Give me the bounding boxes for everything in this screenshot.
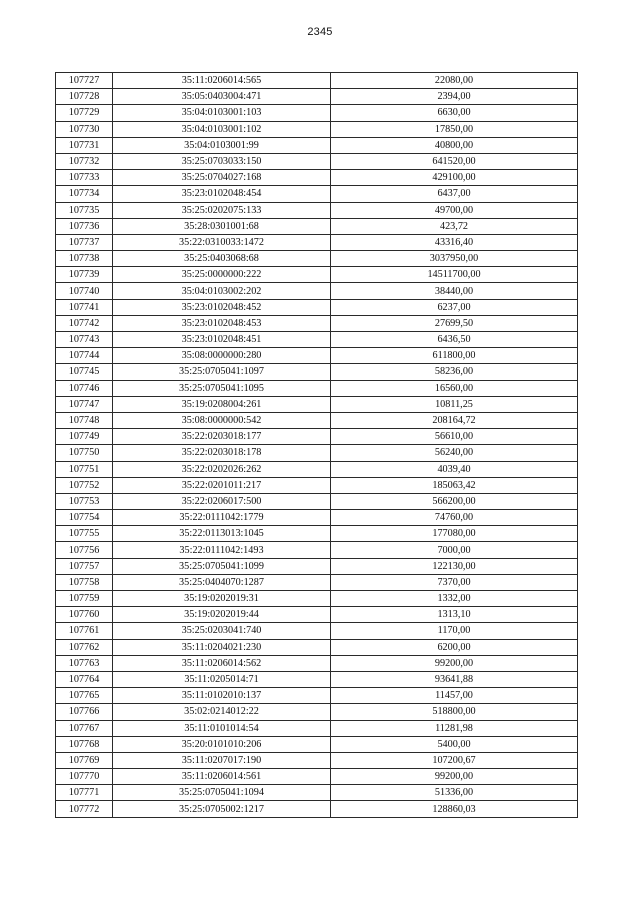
row-number-cell: 107755 [56,526,113,542]
table-row [56,477,578,493]
cadastral-value-cell: 107200,67 [331,752,578,768]
row-number-cell: 107751 [56,461,113,477]
row-number-cell: 107753 [56,493,113,509]
table-row [56,591,578,607]
cadastral-value-cell: 2394,00 [331,89,578,105]
cadastral-number-cell: 35:25:0705041:1095 [113,380,331,396]
cadastral-value-cell: 7000,00 [331,542,578,558]
cadastral-number-cell: 35:19:0202019:44 [113,607,331,623]
cadastral-value-cell: 10811,25 [331,396,578,412]
cadastral-value-cell: 6200,00 [331,639,578,655]
cadastral-value-cell: 6630,00 [331,105,578,121]
row-number-cell: 107772 [56,801,113,817]
cadastral-value-cell: 49700,00 [331,202,578,218]
cadastral-value-cell: 3037950,00 [331,251,578,267]
table-row [56,526,578,542]
cadastral-number-cell: 35:23:0102048:454 [113,186,331,202]
table-row [56,542,578,558]
cadastral-value-cell: 99200,00 [331,655,578,671]
cadastral-number-cell: 35:22:0111042:1779 [113,510,331,526]
cadastral-value-cell: 14511700,00 [331,267,578,283]
cadastral-number-cell: 35:02:0214012:22 [113,704,331,720]
cadastral-value-cell: 40800,00 [331,137,578,153]
cadastral-value-cell: 208164,72 [331,412,578,428]
cadastral-number-cell: 35:11:0207017:190 [113,752,331,768]
row-number-cell: 107731 [56,137,113,153]
cadastral-number-cell: 35:23:0102048:452 [113,299,331,315]
table-row [56,493,578,509]
table-row [56,234,578,250]
cadastral-value-cell: 185063,42 [331,477,578,493]
table-row [56,315,578,331]
cadastral-number-cell: 35:23:0102048:453 [113,315,331,331]
table-row [56,574,578,590]
cadastral-number-cell: 35:25:0705041:1097 [113,364,331,380]
row-number-cell: 107748 [56,412,113,428]
table-row [56,785,578,801]
cadastral-number-cell: 35:25:0203041:740 [113,623,331,639]
cadastral-number-cell: 35:11:0206014:561 [113,769,331,785]
cadastral-value-cell: 423,72 [331,218,578,234]
cadastral-value-cell: 7370,00 [331,574,578,590]
cadastral-number-cell: 35:11:0101014:54 [113,720,331,736]
cadastral-number-cell: 35:04:0103001:99 [113,137,331,153]
cadastral-number-cell: 35:28:0301001:68 [113,218,331,234]
row-number-cell: 107750 [56,445,113,461]
row-number-cell: 107765 [56,688,113,704]
cadastral-value-cell: 56240,00 [331,445,578,461]
cadastral-number-cell: 35:25:0705041:1099 [113,558,331,574]
table-row [56,445,578,461]
table-row [56,607,578,623]
cadastral-value-cell: 22080,00 [331,73,578,89]
cadastral-value-cell: 6436,50 [331,332,578,348]
row-number-cell: 107752 [56,477,113,493]
table-row [56,801,578,817]
cadastral-number-cell: 35:22:0113013:1045 [113,526,331,542]
cadastral-number-cell: 35:11:0206014:565 [113,73,331,89]
table-row [56,170,578,186]
table-row [56,121,578,137]
table-row [56,736,578,752]
cadastral-number-cell: 35:11:0102010:137 [113,688,331,704]
cadastral-value-cell: 17850,00 [331,121,578,137]
cadastral-number-cell: 35:04:0103001:103 [113,105,331,121]
cadastral-number-cell: 35:22:0201011:217 [113,477,331,493]
cadastral-value-cell: 93641,88 [331,671,578,687]
cadastral-value-cell: 5400,00 [331,736,578,752]
cadastral-number-cell: 35:22:0310033:1472 [113,234,331,250]
row-number-cell: 107758 [56,574,113,590]
cadastral-number-cell: 35:11:0205014:71 [113,671,331,687]
row-number-cell: 107738 [56,251,113,267]
row-number-cell: 107746 [56,380,113,396]
row-number-cell: 107737 [56,234,113,250]
row-number-cell: 107771 [56,785,113,801]
cadastral-number-cell: 35:25:0202075:133 [113,202,331,218]
cadastral-number-cell: 35:11:0206014:562 [113,655,331,671]
cadastral-value-cell: 1332,00 [331,591,578,607]
cadastral-number-cell: 35:25:0705002:1217 [113,801,331,817]
table-row [56,218,578,234]
table-row [56,251,578,267]
row-number-cell: 107729 [56,105,113,121]
table-row [56,332,578,348]
row-number-cell: 107766 [56,704,113,720]
row-number-cell: 107757 [56,558,113,574]
table-row [56,364,578,380]
cadastral-number-cell: 35:22:0202026:262 [113,461,331,477]
cadastral-number-cell: 35:04:0103001:102 [113,121,331,137]
cadastral-number-cell: 35:22:0111042:1493 [113,542,331,558]
row-number-cell: 107734 [56,186,113,202]
cadastral-value-cell: 99200,00 [331,769,578,785]
cadastral-number-cell: 35:25:0705041:1094 [113,785,331,801]
cadastral-value-cell: 429100,00 [331,170,578,186]
table-row [56,688,578,704]
cadastral-value-cell: 611800,00 [331,348,578,364]
table-row [56,396,578,412]
cadastral-value-cell: 122130,00 [331,558,578,574]
table-row [56,267,578,283]
cadastral-number-cell: 35:20:0101010:206 [113,736,331,752]
table-body [56,73,578,818]
table-row [56,752,578,768]
cadastral-number-cell: 35:23:0102048:451 [113,332,331,348]
row-number-cell: 107767 [56,720,113,736]
cadastral-number-cell: 35:25:0404070:1287 [113,574,331,590]
row-number-cell: 107763 [56,655,113,671]
table-row [56,348,578,364]
row-number-cell: 107756 [56,542,113,558]
row-number-cell: 107742 [56,315,113,331]
table-row [56,202,578,218]
table-row [56,380,578,396]
table-row [56,671,578,687]
cadastral-number-cell: 35:25:0403068:68 [113,251,331,267]
cadastral-number-cell: 35:25:0704027:168 [113,170,331,186]
row-number-cell: 107743 [56,332,113,348]
row-number-cell: 107749 [56,429,113,445]
table-row [56,558,578,574]
table-row [56,639,578,655]
cadastral-value-cell: 177080,00 [331,526,578,542]
cadastral-value-cell: 11457,00 [331,688,578,704]
table-row [56,704,578,720]
row-number-cell: 107732 [56,153,113,169]
row-number-cell: 107764 [56,671,113,687]
row-number-cell: 107733 [56,170,113,186]
table-row [56,153,578,169]
row-number-cell: 107761 [56,623,113,639]
cadastral-number-cell: 35:25:0703033:150 [113,153,331,169]
cadastral-number-cell: 35:22:0203018:177 [113,429,331,445]
row-number-cell: 107730 [56,121,113,137]
cadastral-value-cell: 566200,00 [331,493,578,509]
cadastral-number-cell: 35:22:0203018:178 [113,445,331,461]
cadastral-value-cell: 518800,00 [331,704,578,720]
table-row [56,283,578,299]
row-number-cell: 107736 [56,218,113,234]
table-row [56,105,578,121]
cadastral-value-cell: 11281,98 [331,720,578,736]
row-number-cell: 107768 [56,736,113,752]
row-number-cell: 107728 [56,89,113,105]
cadastral-value-cell: 4039,40 [331,461,578,477]
cadastral-value-cell: 6237,00 [331,299,578,315]
cadastral-value-cell: 58236,00 [331,364,578,380]
table-row [56,429,578,445]
table-row [56,623,578,639]
cadastral-value-table [55,72,578,818]
cadastral-number-cell: 35:11:0204021:230 [113,639,331,655]
row-number-cell: 107762 [56,639,113,655]
cadastral-value-cell: 1313,10 [331,607,578,623]
cadastral-value-cell: 43316,40 [331,234,578,250]
cadastral-number-cell: 35:05:0403004:471 [113,89,331,105]
table-row [56,137,578,153]
table-row [56,461,578,477]
table-row [56,412,578,428]
table-row [56,89,578,105]
table-row [56,655,578,671]
cadastral-value-cell: 27699,50 [331,315,578,331]
cadastral-number-cell: 35:04:0103002:202 [113,283,331,299]
cadastral-number-cell: 35:19:0208004:261 [113,396,331,412]
cadastral-value-cell: 38440,00 [331,283,578,299]
row-number-cell: 107740 [56,283,113,299]
cadastral-number-cell: 35:25:0000000:222 [113,267,331,283]
table-row [56,73,578,89]
table-row [56,720,578,736]
row-number-cell: 107739 [56,267,113,283]
cadastral-value-cell: 1170,00 [331,623,578,639]
row-number-cell: 107759 [56,591,113,607]
cadastral-value-cell: 16560,00 [331,380,578,396]
row-number-cell: 107747 [56,396,113,412]
cadastral-number-cell: 35:22:0206017:500 [113,493,331,509]
row-number-cell: 107760 [56,607,113,623]
cadastral-number-cell: 35:08:0000000:280 [113,348,331,364]
cadastral-value-cell: 6437,00 [331,186,578,202]
cadastral-value-cell: 56610,00 [331,429,578,445]
row-number-cell: 107727 [56,73,113,89]
row-number-cell: 107769 [56,752,113,768]
row-number-cell: 107770 [56,769,113,785]
cadastral-number-cell: 35:19:0202019:31 [113,591,331,607]
row-number-cell: 107744 [56,348,113,364]
row-number-cell: 107735 [56,202,113,218]
page-number: 2345 [307,26,333,38]
cadastral-value-cell: 51336,00 [331,785,578,801]
cadastral-number-cell: 35:08:0000000:542 [113,412,331,428]
table-row [56,299,578,315]
cadastral-value-cell: 641520,00 [331,153,578,169]
table-row [56,510,578,526]
table-row [56,186,578,202]
cadastral-value-cell: 128860,03 [331,801,578,817]
table-row [56,769,578,785]
row-number-cell: 107754 [56,510,113,526]
row-number-cell: 107745 [56,364,113,380]
row-number-cell: 107741 [56,299,113,315]
cadastral-value-cell: 74760,00 [331,510,578,526]
